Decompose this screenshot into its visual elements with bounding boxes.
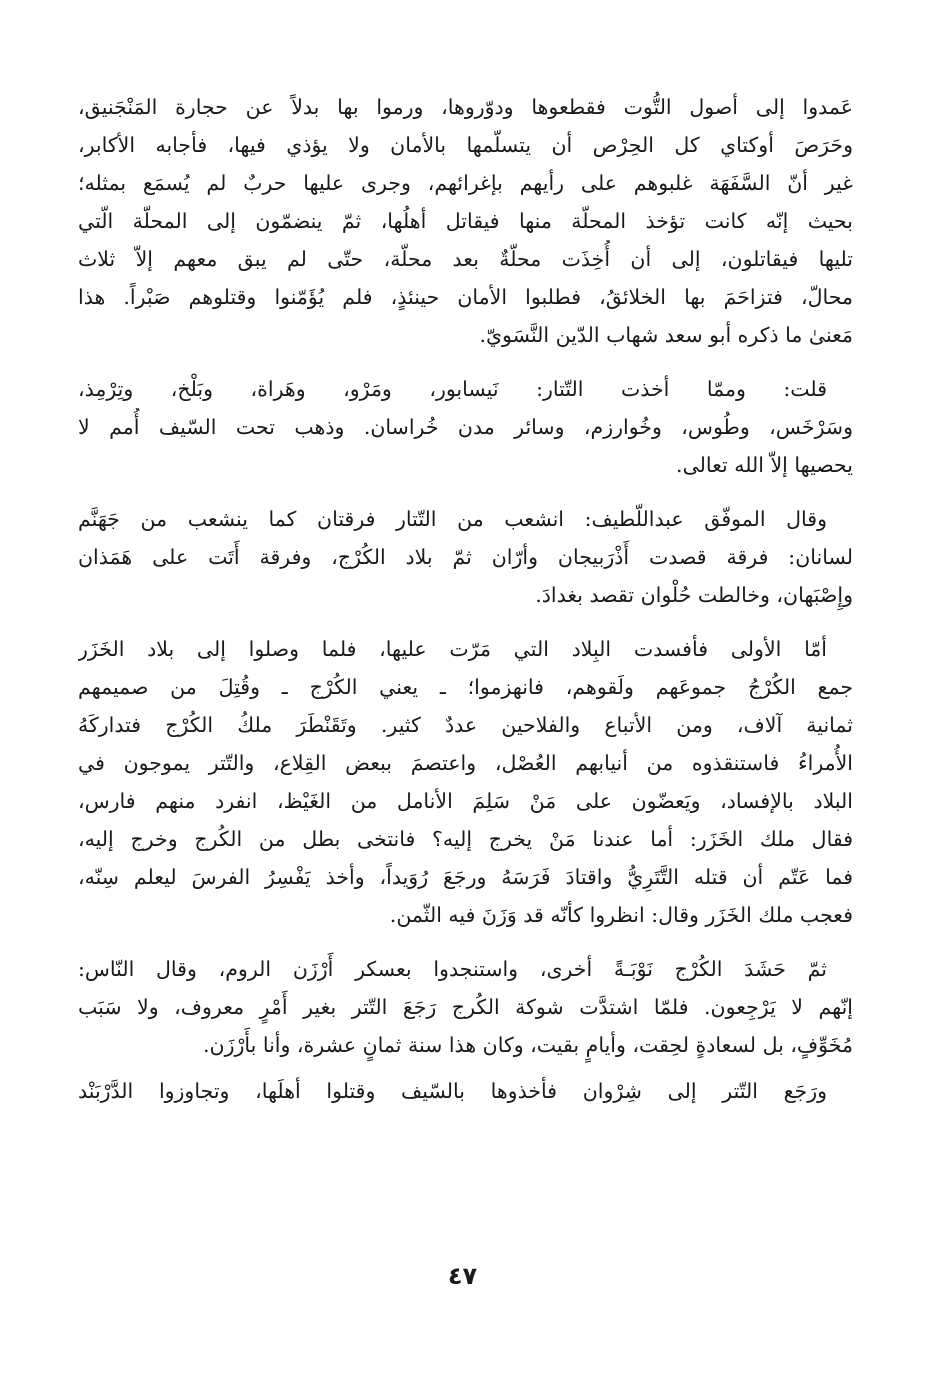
text-line: محالّ، فتزاحَمَ بها الخلائقُ، فطلبوا الأمان حينئذٍ، فلم يُؤَمّنوا وقتلوهم صَبْراً. هذا [78, 285, 853, 309]
text-line: فما عَتّم أن قتله التَّتَرِيُّ واقتادَ فَرَسَهُ ورجَعَ رُوَيداً، وأخذ يَفْسِرُ الفرسَ ليعلم سِنّه، [78, 865, 853, 889]
text-line: فقال ملك الخَزَر: أما عندنا مَنْ يخرج إليه؟ فانتخى بطل من الكُرج وخرج إليه، [78, 827, 853, 851]
text-line: قلت: وممّا أخذت التّتار: نَيسابور، ومَرْو، وهَراة، وبَلْخ، وتِرْمِذ، [78, 377, 827, 401]
text-line: غير أنّ السَّفَهَة غلبوهم على رأيهم بإغرائهم، وجرى عليها حربٌ لم يُسمَع بمثله؛ [78, 171, 853, 195]
text-line: لسانان: فرقة قصدت أَذْرَبيجان وأرّان ثمّ بلاد الكُرْج، وفرقة أَتَت على هَمَذان [78, 545, 853, 569]
paragraph-1 [78, 88, 853, 354]
text-line: وإِصْبَهان، وخالطت حُلْوان تقصد بغدادَ. [535, 583, 853, 607]
paragraph-4 [78, 630, 853, 934]
text-line: جمع الكُرْجُ جموعَهم ولَقوهم، فانهزموا؛ ـ يعني الكُرْج ـ وقُتِلَ من صميمهم [78, 675, 853, 699]
text-line: إنّهم لا يَرْجِعون. فلمّا اشتدَّت شوكة الكُرج رَجَعَ التّتر بغير أَمْرٍ معروف، ولا سَبَب [78, 995, 853, 1019]
text-line: بحيث إنّه كانت تؤخذ المحلّة منها فيقاتل أهلُها، ثمّ ينضمّون إلى المحلّة الّتي [78, 209, 853, 233]
paragraph-2 [78, 370, 853, 484]
text-line: مَعنىٰ ما ذكره أبو سعد شهاب الدّين النَّسَويّ. [479, 323, 853, 347]
text-line: أمّا الأولى فأفسدت البِلاد التي مَرّت عليها، فلما وصلوا إلى بلاد الخَزَر [78, 637, 827, 661]
text-line: مُخَوِّفٍ، بل لسعادةٍ لحِقت، وأيامٍ بقيت، وكان هذا سنة ثمانٍ عشرة، وأنا بأَرْزَن. [203, 1033, 853, 1057]
paragraph-3 [78, 500, 853, 614]
book-page-text [78, 88, 853, 1110]
text-line: وقال الموفّق عبداللّطيف: انشعب من التّتار فرقتان كما ينشعب من جَهَنَّم [78, 507, 827, 531]
paragraph-6 [78, 1072, 853, 1110]
text-line: تليها فيقاتلون، إلى أن أُخِذَت محلّةٌ بعد محلّة، حتّى لم يبق معهم إلاّ ثلاث [78, 247, 853, 271]
text-line: ثمانية آلاف، ومن الأتباع والفلاحين عددٌ كثير. وتَقَنْطَرَ ملكُ الكُرْج فتداركَهُ [78, 713, 853, 737]
paragraph-5 [78, 950, 853, 1064]
text-line: البلاد بالإفساد، ويَعضّون على مَنْ سَلِمَ الأنامل من الغَيْظ، انفرد منهم فارس، [78, 789, 853, 813]
text-line: يحصيها إلاّ الله تعالى. [676, 453, 853, 477]
page-number: ٤٧ [447, 1262, 478, 1290]
text-line: ورَجَع التّتر إلى شِرْوان فأخذوها بالسّيف وقتلوا أهلَها، وتجاوزوا الدَّرْبَنْد [78, 1079, 827, 1103]
text-line: فعجب ملك الخَزَر وقال: انظروا كأنّه قد وَزَنَ فيه الثّمن. [389, 903, 853, 927]
text-line: عَمدوا إلى أصول التُّوت فقطعوها ودوّروها، ورموا بها بدلاً عن حجارة المَنْجَنيق، [78, 95, 853, 119]
text-line: وسَرْخَس، وطُوس، وخُوارزم، وسائر مدن خُراسان. وذهب تحت السّيف أُمم لا [78, 415, 853, 439]
text-line: ثمّ حَشَدَ الكُرْج نَوْبَـةً أخرى، واستنجدوا بعسكر أَرْزَن الروم، وقال النّاس: [78, 957, 827, 981]
text-line: وحَرَصَ أوكتاي كل الحِرْص أن يتسلّمها بالأمان ولا يؤذي فيها، فأجابه الأكابر، [78, 133, 853, 157]
text-line: الأُمراءُ فاستنقذوه من أنيابهم العُصْل، واعتصمَ ببعض القِلاع، والتّتر يموجون في [78, 751, 853, 775]
